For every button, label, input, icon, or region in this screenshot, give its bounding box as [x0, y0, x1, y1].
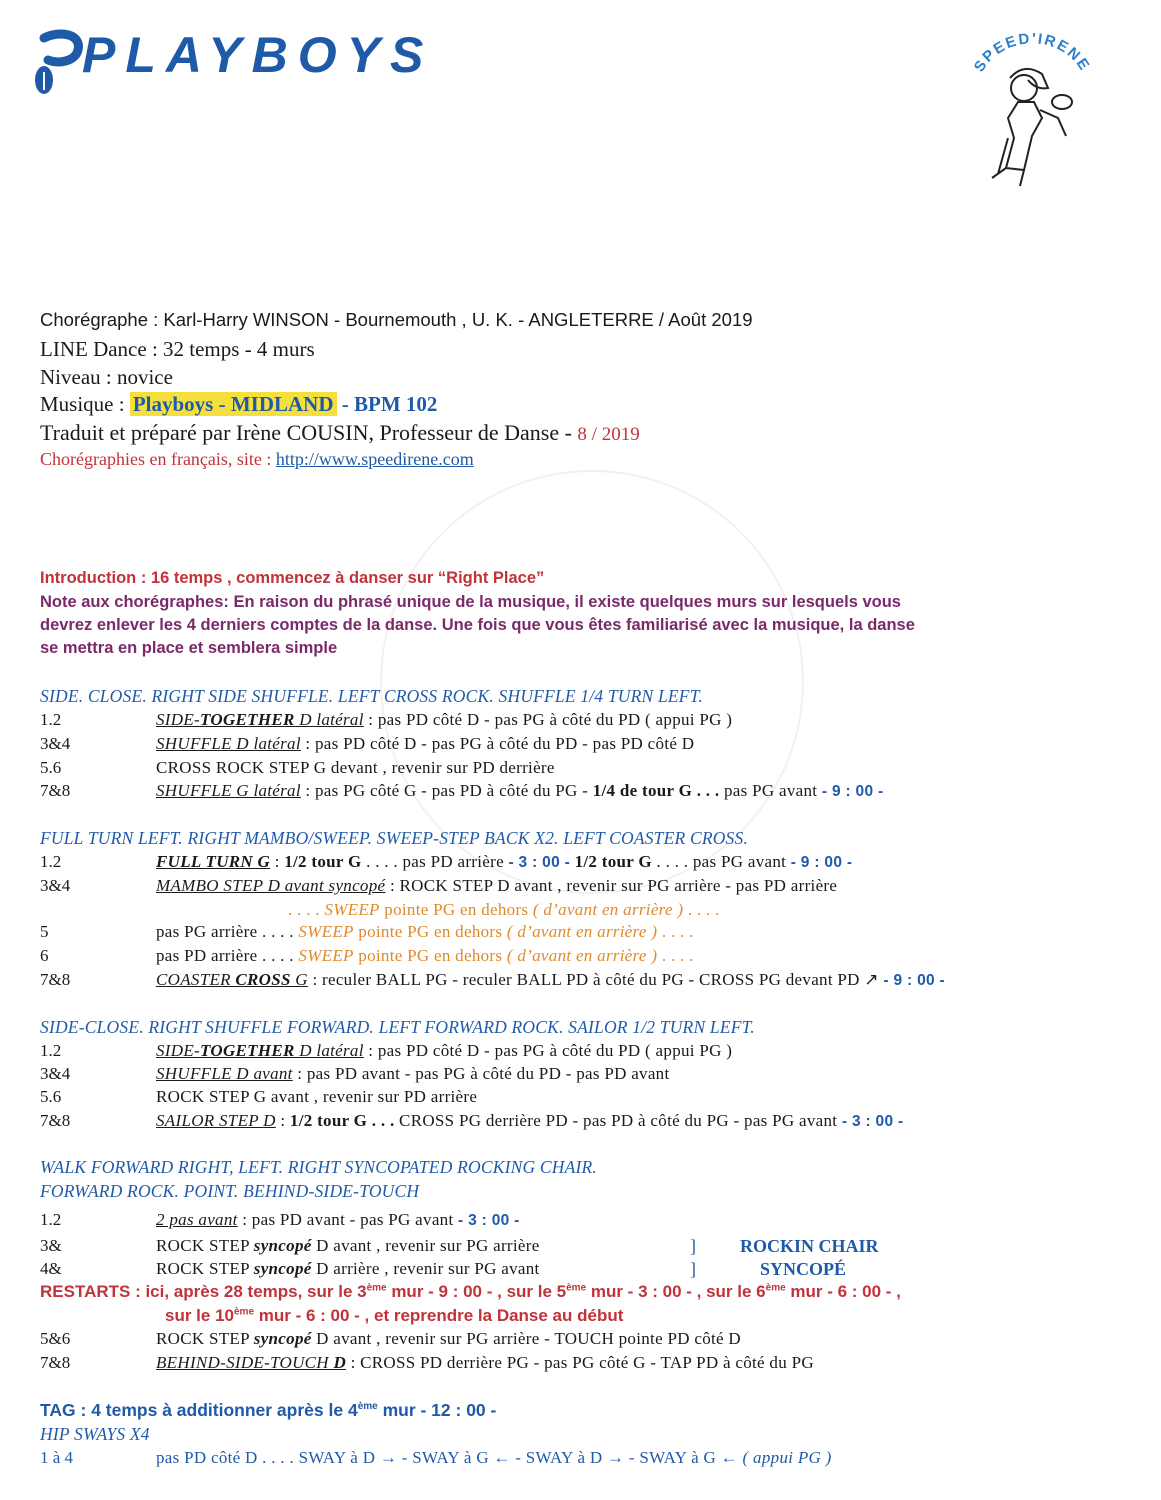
count: 4& [40, 1259, 62, 1278]
count: 3& [40, 1236, 62, 1255]
restart-line-1: RESTARTS : ici, après 28 temps, sur le 3ème mur - 9 : 00 - , sur le 5ème mur - 3 : 00 - , sur le 6ème mur - 6 : 00 - , [40, 1282, 901, 1301]
wall-indicator: - 3 : 00 - [458, 1212, 520, 1229]
site-label: Chorégraphies en français, site : [40, 449, 272, 469]
section-1-title: SIDE. CLOSE. RIGHT SIDE SHUFFLE. LEFT CROSS ROCK. SHUFFLE 1/4 TURN LEFT. [40, 686, 703, 706]
count: 1.2 [40, 710, 62, 729]
step-description: SIDE-TOGETHER D latéral : pas PD côté D - pas PG à côté du PD ( appui PG ) [156, 710, 733, 729]
count: 1.2 [40, 1041, 62, 1060]
note-line-2: devrez enlever les 4 derniers comptes de la danse. Une fois que vous êtes familiarisé avec la musique, la danse [40, 616, 915, 634]
step-description: ROCK STEP syncopé D avant , revenir sur PG arrière [156, 1236, 540, 1255]
syncope-label: SYNCOPÉ [760, 1259, 847, 1279]
translated-date: 8 / 2019 [577, 424, 640, 445]
note-line-3: se mettra en place et semblera simple [40, 639, 338, 657]
count: 5.6 [40, 1087, 62, 1106]
wall-indicator: - 9 : 00 - [883, 972, 945, 989]
step-description: MAMBO STEP D avant syncopé : ROCK STEP D avant , revenir sur PG arrière - pas PD arrière [156, 876, 838, 895]
count: 3&4 [40, 1064, 71, 1083]
step-description: ROCK STEP syncopé D arrière , revenir sur PG avant [156, 1259, 540, 1278]
step-name: 2 pas avant [156, 1210, 238, 1229]
step-description: SAILOR STEP D : 1/2 tour G . . . CROSS PG derrière PD - pas PD à côté du PG - pas PG avant - 3 : 00 - [156, 1111, 904, 1130]
svg-text:SPEED'IRENE [971, 30, 1094, 75]
speedirene-stamp [962, 18, 1102, 193]
step-name: SAILOR STEP D [156, 1111, 276, 1130]
logo [30, 20, 434, 100]
step-name: SIDE-TOGETHER D latéral [156, 1041, 364, 1060]
logo-p-icon [30, 28, 86, 98]
site-link[interactable]: http://www.speedirene.com [275, 449, 474, 469]
sweep-description: . . . . SWEEP pointe PG en dehors ( d’avant en arrière ) . . . . [288, 900, 720, 919]
step-description: pas PD côté D . . . . SWAY à D → - SWAY à G ← - SWAY à D → - SWAY à G ← ( appui PG ) [156, 1448, 832, 1467]
step-name: SHUFFLE D latéral [156, 734, 301, 753]
choreographer-line: Chorégraphe : Karl-Harry WINSON - Bournemouth , U. K. - ANGLETERRE / Août 2019 [40, 309, 753, 330]
step-description: SHUFFLE D avant : pas PD avant - pas PG à côté du PD - pas PD avant [156, 1064, 670, 1083]
step-description: BEHIND-SIDE-TOUCH D : CROSS PD derrière PG - pas PG côté G - TAP PD à côté du PG [156, 1353, 814, 1372]
step-name: FULL TURN G [156, 852, 271, 871]
line-dance-line: LINE Dance : 32 temps - 4 murs [40, 337, 315, 361]
restart-line-2: sur le 10ème mur - 6 : 00 - , et reprendre la Danse au début [165, 1306, 624, 1325]
site-line [40, 449, 474, 470]
translated-line [40, 420, 640, 446]
step-name: MAMBO STEP D avant syncopé [156, 876, 386, 895]
count: 5&6 [40, 1329, 71, 1348]
section-4-title-1: WALK FORWARD RIGHT, LEFT. RIGHT SYNCOPATED ROCKING CHAIR. [40, 1157, 597, 1177]
wall-indicator: - 9 : 00 - [790, 854, 853, 871]
music-line [40, 392, 437, 417]
section-2-title: FULL TURN LEFT. RIGHT MAMBO/SWEEP. SWEEP-STEP BACK X2. LEFT COASTER CROSS. [40, 828, 749, 848]
step-description: ROCK STEP syncopé D avant , revenir sur PG arrière - TOUCH pointe PD côté D [156, 1329, 741, 1348]
wall-indicator: - 9 : 00 - [821, 783, 884, 800]
step-description: CROSS ROCK STEP G devant , revenir sur PD derrière [156, 758, 555, 777]
step-name: SHUFFLE D avant [156, 1064, 293, 1083]
rockin-chair-label: ROCKIN CHAIR [740, 1236, 879, 1256]
count: 6 [40, 946, 49, 965]
count: 1.2 [40, 852, 62, 871]
step-name: SIDE-TOGETHER D latéral [156, 710, 364, 729]
dancer-logo-icon [962, 18, 1102, 193]
bracket: ] [690, 1259, 696, 1279]
count: 7&8 [40, 1111, 71, 1130]
count: 1 à 4 [40, 1448, 74, 1467]
stamp-text: SPEED'IRENE [970, 30, 1094, 76]
bracket: ] [690, 1236, 696, 1256]
step-name: BEHIND-SIDE-TOUCH D [156, 1353, 347, 1372]
step-description: pas PG arrière . . . . SWEEP pointe PG en dehors ( d’avant en arrière ) . . . . [156, 922, 694, 941]
step-description: SHUFFLE G latéral : pas PG côté G - pas PD à côté du PG - 1/4 de tour G . . . pas PG avant - 9 : 00 - [156, 781, 884, 800]
step-description: pas PD arrière . . . . SWEEP pointe PG en dehors ( d’avant en arrière ) . . . . [156, 946, 694, 965]
section-4-title-2: FORWARD ROCK. POINT. BEHIND-SIDE-TOUCH [40, 1181, 420, 1201]
tag-subtitle: HIP SWAYS X4 [40, 1424, 150, 1444]
count: 3&4 [40, 876, 71, 895]
count: 7&8 [40, 970, 71, 989]
step-description: SHUFFLE D latéral : pas PD côté D - pas PG à côté du PD - pas PD côté D [156, 734, 695, 753]
wall-indicator: - 3 : 00 - [508, 854, 571, 871]
count: 5 [40, 922, 49, 941]
count: 5.6 [40, 758, 62, 777]
step-name: COASTER CROSS G [156, 970, 308, 989]
music-title: Playboys - MIDLAND [130, 392, 337, 416]
wall-indicator: - 3 : 00 - [841, 1113, 904, 1130]
step-description: COASTER CROSS G : reculer BALL PG - reculer BALL PD à côté du PG - CROSS PG devant PD ↗ - 9 : 00 - [156, 970, 945, 989]
music-bpm: - BPM 102 [341, 392, 438, 416]
section-3-title: SIDE-CLOSE. RIGHT SHUFFLE FORWARD. LEFT FORWARD ROCK. SAILOR 1/2 TURN LEFT. [40, 1017, 755, 1037]
step-description: FULL TURN G : 1/2 tour G . . . . pas PD arrière - 3 : 00 - 1/2 tour G . . . . pas PG avant - 9 : 00 - [156, 852, 853, 871]
count: 3&4 [40, 734, 71, 753]
translated-by: Traduit et préparé par Irène COUSIN, Professeur de Danse - [40, 420, 572, 445]
count: 7&8 [40, 1353, 71, 1372]
count: 1.2 [40, 1210, 62, 1229]
level-line: Niveau : novice [40, 365, 173, 389]
music-label: Musique : [40, 392, 125, 416]
intro-line: Introduction : 16 temps , commencez à danser sur “Right Place” [40, 569, 545, 587]
step-description: 2 pas avant : pas PD avant - pas PG avant - 3 : 00 - [156, 1210, 520, 1229]
step-name: SHUFFLE G latéral [156, 781, 301, 800]
count: 7&8 [40, 781, 71, 800]
page-title: PLAYBOYS [82, 27, 434, 83]
tag-title: TAG : 4 temps à additionner après le 4ème mur - 12 : 00 - [40, 1400, 497, 1420]
note-line-1: Note aux chorégraphes: En raison du phrasé unique de la musique, il existe quelques murs sur lesquels vous [40, 593, 901, 611]
step-description: ROCK STEP G avant , revenir sur PD arrière [156, 1087, 478, 1106]
step-description: SIDE-TOGETHER D latéral : pas PD côté D - pas PG à côté du PD ( appui PG ) [156, 1041, 733, 1060]
